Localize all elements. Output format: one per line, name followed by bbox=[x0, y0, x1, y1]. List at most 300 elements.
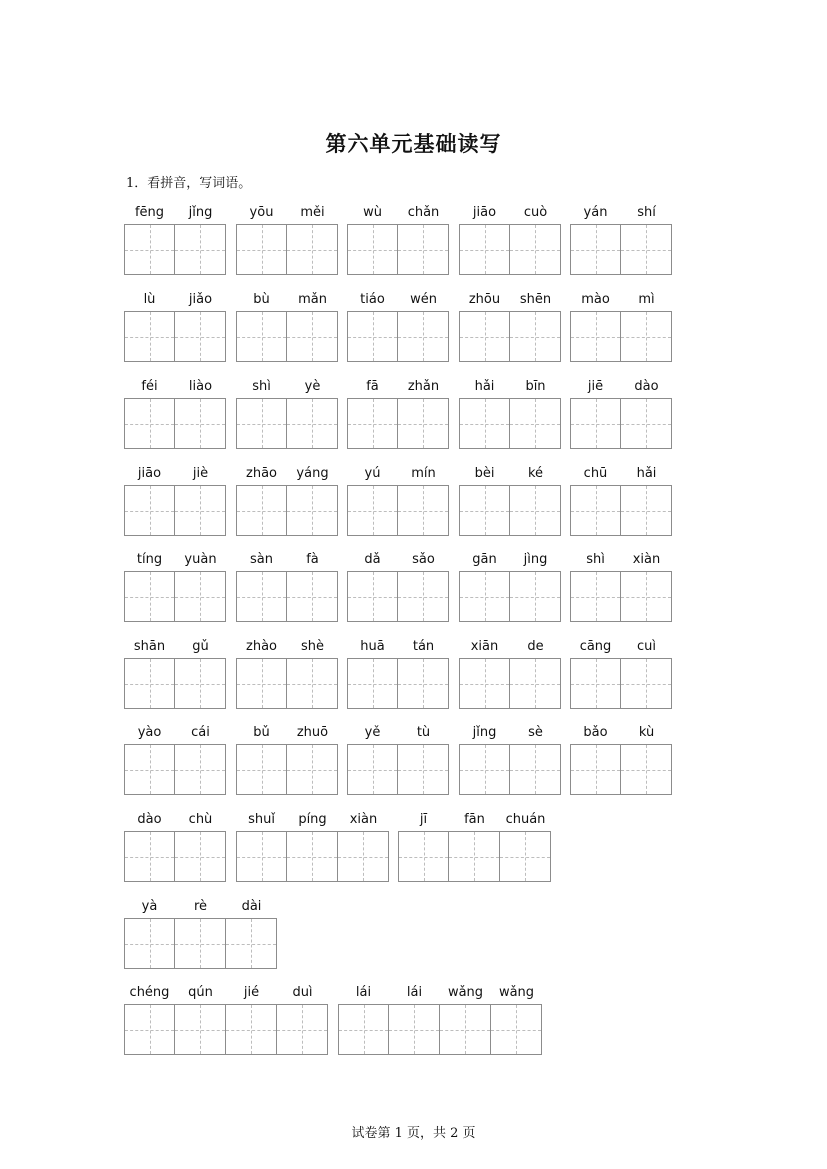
pinyin-label: hǎi bbox=[474, 379, 495, 394]
character-cell bbox=[389, 982, 440, 1055]
character-cell bbox=[440, 982, 491, 1055]
pinyin-label: tù bbox=[416, 725, 431, 740]
character-cell bbox=[175, 982, 226, 1055]
pinyin-label: tíng bbox=[136, 552, 163, 567]
word-group bbox=[124, 896, 277, 969]
character-cell bbox=[236, 376, 287, 449]
character-cell bbox=[287, 463, 338, 536]
character-cell bbox=[347, 376, 398, 449]
character-cell bbox=[398, 809, 449, 882]
tianzige-box[interactable] bbox=[175, 571, 226, 622]
character-cell bbox=[398, 289, 449, 362]
character-cell bbox=[500, 809, 551, 882]
pinyin-label: dǎ bbox=[364, 552, 381, 567]
word-group bbox=[347, 289, 449, 362]
word-group bbox=[124, 549, 226, 622]
character-cell bbox=[347, 722, 398, 795]
pinyin-label: yè bbox=[304, 379, 321, 394]
tianzige-box[interactable] bbox=[570, 485, 621, 536]
tianzige-box[interactable] bbox=[459, 485, 510, 536]
tianzige-box[interactable] bbox=[500, 831, 551, 882]
pinyin-label: zhuō bbox=[296, 725, 329, 740]
pinyin-label: shì bbox=[586, 552, 605, 567]
word-group bbox=[124, 202, 226, 275]
tianzige-box[interactable] bbox=[621, 311, 672, 362]
character-cell bbox=[175, 202, 226, 275]
pinyin-label: wǎng bbox=[447, 985, 484, 1000]
word-group bbox=[459, 549, 561, 622]
tianzige-box[interactable] bbox=[226, 918, 277, 969]
tianzige-box[interactable] bbox=[570, 398, 621, 449]
tianzige-box[interactable] bbox=[175, 311, 226, 362]
word-group bbox=[347, 463, 449, 536]
tianzige-box[interactable] bbox=[510, 311, 561, 362]
tianzige-box[interactable] bbox=[398, 831, 449, 882]
pinyin-label: jǐng bbox=[472, 725, 497, 740]
tianzige-box[interactable] bbox=[398, 485, 449, 536]
character-cell bbox=[287, 202, 338, 275]
character-cell bbox=[398, 722, 449, 795]
character-cell bbox=[347, 202, 398, 275]
character-cell bbox=[459, 722, 510, 795]
tianzige-box[interactable] bbox=[398, 398, 449, 449]
pinyin-label: fān bbox=[464, 812, 485, 827]
pinyin-label: rè bbox=[193, 899, 208, 914]
word-group bbox=[124, 982, 328, 1055]
pinyin-label: lái bbox=[406, 985, 423, 1000]
pinyin-label: měi bbox=[300, 205, 325, 220]
tianzige-box[interactable] bbox=[175, 918, 226, 969]
tianzige-box[interactable] bbox=[347, 658, 398, 709]
pinyin-label: gān bbox=[472, 552, 497, 567]
character-cell bbox=[459, 549, 510, 622]
tianzige-box[interactable] bbox=[398, 744, 449, 795]
character-cell bbox=[621, 202, 672, 275]
word-group bbox=[570, 289, 672, 362]
tianzige-box[interactable] bbox=[347, 311, 398, 362]
character-cell bbox=[236, 809, 287, 882]
pinyin-label: dào bbox=[634, 379, 659, 394]
character-cell bbox=[124, 722, 175, 795]
tianzige-box[interactable] bbox=[124, 571, 175, 622]
character-cell bbox=[570, 202, 621, 275]
character-cell bbox=[398, 463, 449, 536]
character-cell bbox=[347, 636, 398, 709]
character-cell bbox=[175, 809, 226, 882]
tianzige-box[interactable] bbox=[459, 398, 510, 449]
word-group bbox=[570, 636, 672, 709]
word-group bbox=[124, 722, 226, 795]
tianzige-box[interactable] bbox=[338, 1004, 389, 1055]
character-cell bbox=[570, 376, 621, 449]
word-group bbox=[570, 549, 672, 622]
character-cell bbox=[277, 982, 328, 1055]
pinyin-label: tiáo bbox=[360, 292, 385, 307]
character-cell bbox=[226, 982, 277, 1055]
pinyin-label: zhào bbox=[246, 639, 277, 654]
pinyin-label: mǎn bbox=[298, 292, 327, 307]
page-title: 第六单元基础读写 bbox=[325, 131, 502, 156]
character-cell bbox=[236, 549, 287, 622]
tianzige-box[interactable] bbox=[491, 1004, 542, 1055]
tianzige-box[interactable] bbox=[347, 398, 398, 449]
word-group bbox=[570, 722, 672, 795]
pinyin-label: dào bbox=[137, 812, 162, 827]
tianzige-box[interactable] bbox=[398, 571, 449, 622]
character-cell bbox=[124, 463, 175, 536]
character-cell bbox=[459, 289, 510, 362]
character-cell bbox=[510, 463, 561, 536]
tianzige-box[interactable] bbox=[570, 571, 621, 622]
tianzige-box[interactable] bbox=[621, 398, 672, 449]
character-cell bbox=[398, 376, 449, 449]
pinyin-label: chéng bbox=[129, 985, 170, 1000]
pinyin-label: duì bbox=[292, 985, 313, 1000]
character-cell bbox=[287, 289, 338, 362]
tianzige-box[interactable] bbox=[124, 1004, 175, 1055]
tianzige-box[interactable] bbox=[124, 398, 175, 449]
word-group bbox=[347, 376, 449, 449]
character-cell bbox=[287, 636, 338, 709]
word-group bbox=[236, 289, 338, 362]
character-cell bbox=[338, 809, 389, 882]
character-cell bbox=[347, 549, 398, 622]
character-cell bbox=[621, 636, 672, 709]
character-cell bbox=[621, 549, 672, 622]
character-cell bbox=[124, 289, 175, 362]
tianzige-box[interactable] bbox=[236, 224, 287, 275]
character-cell bbox=[510, 722, 561, 795]
tianzige-box[interactable] bbox=[124, 224, 175, 275]
character-cell bbox=[287, 549, 338, 622]
tianzige-box[interactable] bbox=[226, 1004, 277, 1055]
tianzige-box[interactable] bbox=[287, 311, 338, 362]
tianzige-box[interactable] bbox=[236, 831, 287, 882]
tianzige-box[interactable] bbox=[510, 224, 561, 275]
pinyin-label: shuǐ bbox=[248, 812, 275, 827]
pinyin-label: chǎn bbox=[407, 205, 440, 220]
character-cell bbox=[510, 289, 561, 362]
word-group bbox=[124, 636, 226, 709]
tianzige-box[interactable] bbox=[510, 485, 561, 536]
character-cell bbox=[449, 809, 500, 882]
word-group bbox=[124, 463, 226, 536]
pinyin-label: yán bbox=[583, 205, 608, 220]
character-cell bbox=[398, 202, 449, 275]
word-group bbox=[398, 809, 551, 882]
pinyin-label: cái bbox=[191, 725, 210, 740]
tianzige-box[interactable] bbox=[347, 485, 398, 536]
pinyin-label: jǐng bbox=[188, 205, 213, 220]
word-group bbox=[124, 376, 226, 449]
pinyin-label: de bbox=[527, 639, 544, 654]
character-cell bbox=[287, 722, 338, 795]
pinyin-label: jī bbox=[419, 812, 428, 827]
pinyin-label: jiē bbox=[587, 379, 604, 394]
character-cell bbox=[124, 636, 175, 709]
tianzige-box[interactable] bbox=[459, 571, 510, 622]
pinyin-label: yuàn bbox=[184, 552, 217, 567]
tianzige-box[interactable] bbox=[347, 571, 398, 622]
pinyin-label: cāng bbox=[579, 639, 612, 654]
pinyin-label: xiān bbox=[470, 639, 499, 654]
pinyin-label: jìng bbox=[523, 552, 548, 567]
pinyin-label: hǎi bbox=[636, 466, 657, 481]
tianzige-box[interactable] bbox=[398, 224, 449, 275]
word-group bbox=[459, 722, 561, 795]
character-cell bbox=[570, 549, 621, 622]
tianzige-box[interactable] bbox=[621, 744, 672, 795]
tianzige-box[interactable] bbox=[236, 398, 287, 449]
pinyin-label: bèi bbox=[474, 466, 495, 481]
word-group bbox=[236, 376, 338, 449]
pinyin-label: huā bbox=[360, 639, 385, 654]
word-group bbox=[347, 549, 449, 622]
word-group bbox=[459, 636, 561, 709]
pinyin-label: fēng bbox=[134, 205, 165, 220]
character-cell bbox=[175, 896, 226, 969]
tianzige-box[interactable] bbox=[570, 744, 621, 795]
word-group bbox=[347, 202, 449, 275]
pinyin-label: sàn bbox=[250, 552, 273, 567]
character-cell bbox=[621, 463, 672, 536]
tianzige-box[interactable] bbox=[459, 224, 510, 275]
pinyin-label: jiǎo bbox=[188, 292, 213, 307]
tianzige-box[interactable] bbox=[510, 398, 561, 449]
tianzige-box[interactable] bbox=[124, 485, 175, 536]
tianzige-box[interactable] bbox=[124, 918, 175, 969]
word-group bbox=[570, 202, 672, 275]
pinyin-label: bǎo bbox=[583, 725, 608, 740]
character-cell bbox=[124, 549, 175, 622]
pinyin-label: jiāo bbox=[137, 466, 162, 481]
character-cell bbox=[621, 722, 672, 795]
pinyin-label: shān bbox=[133, 639, 166, 654]
pinyin-label: yáng bbox=[296, 466, 329, 481]
character-cell bbox=[175, 549, 226, 622]
pinyin-label: wén bbox=[410, 292, 437, 307]
tianzige-box[interactable] bbox=[236, 311, 287, 362]
tianzige-box[interactable] bbox=[398, 311, 449, 362]
page-footer: 试卷第 1 页，共 2 页 bbox=[351, 1126, 476, 1141]
character-cell bbox=[175, 289, 226, 362]
pinyin-label: bīn bbox=[525, 379, 546, 394]
character-cell bbox=[459, 202, 510, 275]
tianzige-box[interactable] bbox=[175, 1004, 226, 1055]
pinyin-label: chū bbox=[583, 466, 608, 481]
pinyin-label: shí bbox=[637, 205, 656, 220]
character-cell bbox=[124, 376, 175, 449]
tianzige-box[interactable] bbox=[570, 658, 621, 709]
tianzige-box[interactable] bbox=[570, 224, 621, 275]
pinyin-label: bǔ bbox=[253, 725, 270, 740]
character-cell bbox=[570, 289, 621, 362]
word-group bbox=[236, 463, 338, 536]
word-group bbox=[338, 982, 542, 1055]
character-cell bbox=[459, 463, 510, 536]
pinyin-label: jiāo bbox=[472, 205, 497, 220]
word-group bbox=[459, 463, 561, 536]
tianzige-box[interactable] bbox=[338, 831, 389, 882]
pinyin-label: lái bbox=[355, 985, 372, 1000]
character-cell bbox=[226, 896, 277, 969]
word-group bbox=[347, 722, 449, 795]
word-group bbox=[459, 289, 561, 362]
pinyin-label: chuán bbox=[505, 812, 546, 827]
tianzige-box[interactable] bbox=[570, 311, 621, 362]
tianzige-box[interactable] bbox=[287, 224, 338, 275]
tianzige-box[interactable] bbox=[621, 485, 672, 536]
tianzige-box[interactable] bbox=[124, 311, 175, 362]
character-cell bbox=[510, 202, 561, 275]
character-cell bbox=[287, 809, 338, 882]
tianzige-box[interactable] bbox=[621, 571, 672, 622]
pinyin-label: ké bbox=[527, 466, 544, 481]
character-cell bbox=[570, 463, 621, 536]
pinyin-label: shēn bbox=[519, 292, 552, 307]
pinyin-label: féi bbox=[141, 379, 158, 394]
pinyin-label: xiàn bbox=[349, 812, 378, 827]
word-group bbox=[459, 202, 561, 275]
character-cell bbox=[398, 549, 449, 622]
pinyin-label: sǎo bbox=[412, 552, 435, 567]
tianzige-box[interactable] bbox=[621, 658, 672, 709]
tianzige-box[interactable] bbox=[398, 658, 449, 709]
pinyin-label: yú bbox=[364, 466, 381, 481]
pinyin-label: chù bbox=[188, 812, 213, 827]
tianzige-box[interactable] bbox=[175, 398, 226, 449]
tianzige-box[interactable] bbox=[236, 658, 287, 709]
word-group bbox=[570, 463, 672, 536]
character-cell bbox=[124, 202, 175, 275]
character-cell bbox=[398, 636, 449, 709]
tianzige-box[interactable] bbox=[449, 831, 500, 882]
character-cell bbox=[510, 549, 561, 622]
tianzige-box[interactable] bbox=[287, 398, 338, 449]
pinyin-label: xiàn bbox=[632, 552, 661, 567]
character-cell bbox=[124, 982, 175, 1055]
tianzige-box[interactable] bbox=[287, 485, 338, 536]
tianzige-box[interactable] bbox=[277, 1004, 328, 1055]
word-group bbox=[236, 202, 338, 275]
pinyin-label: sè bbox=[528, 725, 543, 740]
character-cell bbox=[175, 722, 226, 795]
pinyin-label: mì bbox=[638, 292, 655, 307]
pinyin-label: gǔ bbox=[192, 639, 209, 654]
word-group bbox=[347, 636, 449, 709]
character-cell bbox=[570, 636, 621, 709]
pinyin-label: wù bbox=[363, 205, 382, 220]
tianzige-box[interactable] bbox=[124, 658, 175, 709]
tianzige-box[interactable] bbox=[510, 744, 561, 795]
tianzige-box[interactable] bbox=[510, 571, 561, 622]
tianzige-box[interactable] bbox=[236, 485, 287, 536]
pinyin-label: zhōu bbox=[468, 292, 501, 307]
character-cell bbox=[175, 463, 226, 536]
character-cell bbox=[287, 376, 338, 449]
pinyin-label: zhāo bbox=[246, 466, 277, 481]
pinyin-label: shè bbox=[300, 639, 324, 654]
tianzige-box[interactable] bbox=[389, 1004, 440, 1055]
character-cell bbox=[236, 289, 287, 362]
pinyin-label: zhǎn bbox=[407, 379, 440, 394]
character-cell bbox=[491, 982, 542, 1055]
tianzige-box[interactable] bbox=[236, 744, 287, 795]
tianzige-box[interactable] bbox=[459, 311, 510, 362]
pinyin-label: bù bbox=[253, 292, 270, 307]
tianzige-box[interactable] bbox=[440, 1004, 491, 1055]
pinyin-label: fà bbox=[306, 552, 319, 567]
character-cell bbox=[236, 463, 287, 536]
character-cell bbox=[124, 809, 175, 882]
pinyin-label: fā bbox=[366, 379, 379, 394]
tianzige-box[interactable] bbox=[347, 744, 398, 795]
character-cell bbox=[510, 376, 561, 449]
tianzige-box[interactable] bbox=[287, 744, 338, 795]
pinyin-label: yōu bbox=[249, 205, 274, 220]
character-cell bbox=[124, 896, 175, 969]
tianzige-box[interactable] bbox=[175, 224, 226, 275]
question-instruction: 1．看拼音，写词语。 bbox=[126, 176, 252, 191]
tianzige-box[interactable] bbox=[124, 744, 175, 795]
tianzige-box[interactable] bbox=[510, 658, 561, 709]
tianzige-box[interactable] bbox=[287, 831, 338, 882]
tianzige-box[interactable] bbox=[175, 658, 226, 709]
pinyin-label: cuì bbox=[637, 639, 656, 654]
tianzige-box[interactable] bbox=[287, 658, 338, 709]
word-group bbox=[459, 376, 561, 449]
character-cell bbox=[347, 289, 398, 362]
character-cell bbox=[236, 202, 287, 275]
word-group bbox=[236, 636, 338, 709]
word-group bbox=[236, 722, 338, 795]
word-group bbox=[236, 549, 338, 622]
tianzige-box[interactable] bbox=[236, 571, 287, 622]
tianzige-box[interactable] bbox=[347, 224, 398, 275]
character-cell bbox=[236, 636, 287, 709]
tianzige-box[interactable] bbox=[175, 485, 226, 536]
pinyin-label: mào bbox=[581, 292, 610, 307]
character-cell bbox=[459, 376, 510, 449]
pinyin-label: kù bbox=[638, 725, 655, 740]
pinyin-label: shì bbox=[252, 379, 271, 394]
tianzige-box[interactable] bbox=[287, 571, 338, 622]
pinyin-label: dài bbox=[241, 899, 262, 914]
character-cell bbox=[338, 982, 389, 1055]
pinyin-label: jié bbox=[243, 985, 260, 1000]
tianzige-box[interactable] bbox=[175, 831, 226, 882]
tianzige-box[interactable] bbox=[124, 831, 175, 882]
character-cell bbox=[621, 376, 672, 449]
word-group bbox=[236, 809, 389, 882]
character-cell bbox=[570, 722, 621, 795]
word-group bbox=[124, 809, 226, 882]
tianzige-box[interactable] bbox=[459, 744, 510, 795]
character-cell bbox=[510, 636, 561, 709]
character-cell bbox=[236, 722, 287, 795]
pinyin-label: wǎng bbox=[498, 985, 535, 1000]
pinyin-label: mín bbox=[411, 466, 436, 481]
pinyin-label: liào bbox=[188, 379, 213, 394]
tianzige-box[interactable] bbox=[459, 658, 510, 709]
character-cell bbox=[621, 289, 672, 362]
pinyin-label: yào bbox=[137, 725, 162, 740]
tianzige-box[interactable] bbox=[621, 224, 672, 275]
tianzige-box[interactable] bbox=[175, 744, 226, 795]
pinyin-label: jiè bbox=[192, 466, 209, 481]
word-group bbox=[570, 376, 672, 449]
character-cell bbox=[175, 636, 226, 709]
